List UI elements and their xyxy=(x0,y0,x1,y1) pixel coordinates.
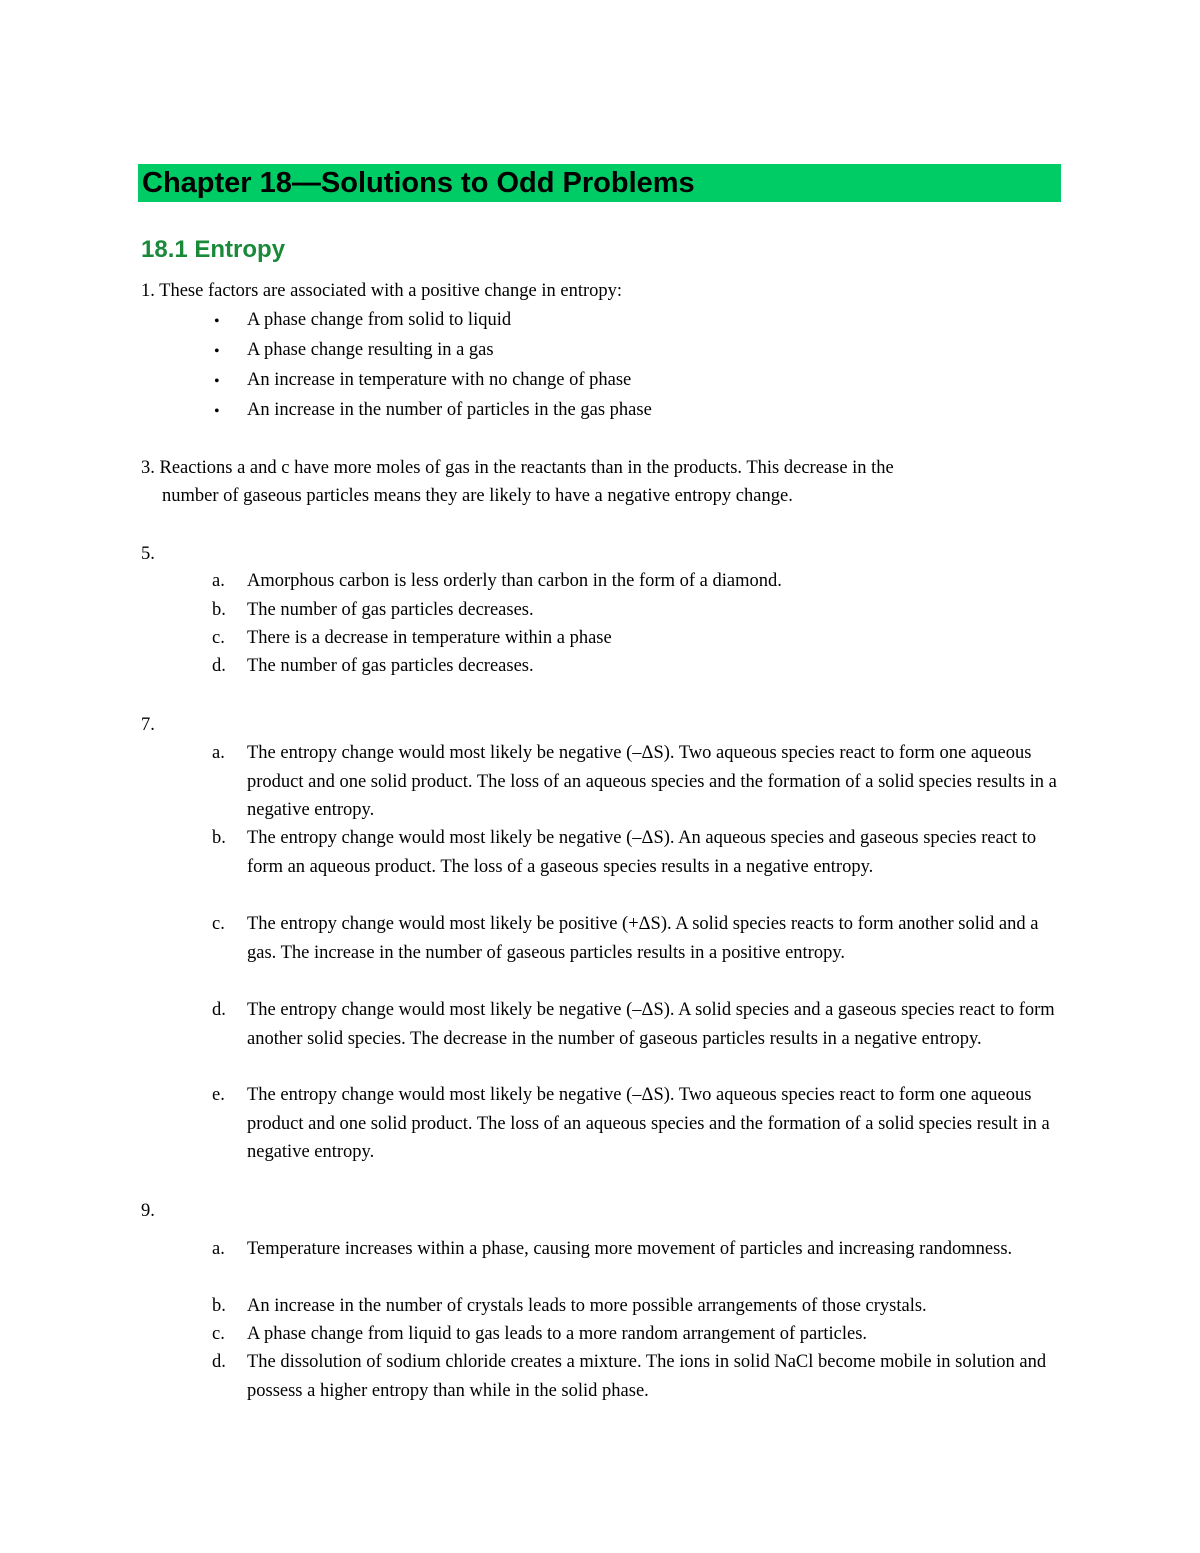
problem-7-item: The entropy change would most likely be positive (+ΔS). A solid species reacts to form another solid and a gas. The increase in the number of gaseous particles results in a positive entropy. xyxy=(247,914,1039,963)
problem-9-item: A phase change from liquid to gas leads to a more random arrangement of particles. xyxy=(247,1324,868,1344)
problem-1-bullet: An increase in temperature with no change of phase xyxy=(247,370,632,390)
bullet-icon: • xyxy=(214,313,220,330)
problem-9-item: The dissolution of sodium chloride creates a mixture. The ions in solid NaCl become mobile in solution and possess a higher entropy than while in the solid phase. xyxy=(247,1352,1047,1401)
item-letter: e. xyxy=(212,1085,225,1105)
item-letter: b. xyxy=(212,1296,226,1316)
item-letter: b. xyxy=(212,828,226,848)
problem-5-item: There is a decrease in temperature within a phase xyxy=(247,628,612,648)
item-letter: b. xyxy=(212,600,226,620)
problem-7-item: The entropy change would most likely be negative (–ΔS). Two aqueous species react to form one aqueous product and one solid product. The loss of an aqueous species and the formation of a solid species results in a negative entropy. xyxy=(247,743,1057,820)
item-letter: c. xyxy=(212,914,225,934)
chapter-title: Chapter 18—Solutions to Odd Problems xyxy=(142,167,695,199)
chapter-banner xyxy=(138,164,1061,202)
problem-3-line: number of gaseous particles means they are likely to have a negative entropy change. xyxy=(162,486,793,506)
bullet-icon: • xyxy=(214,403,220,420)
problem-7-item: The entropy change would most likely be negative (–ΔS). An aqueous species and gaseous species react to form an aqueous product. The loss of a gaseous species results in a negative entropy. xyxy=(247,828,1037,877)
problem-3-line: 3. Reactions a and c have more moles of gas in the reactants than in the products. This decrease in the xyxy=(141,458,894,478)
problem-9-number: 9. xyxy=(141,1201,155,1221)
problem-1-bullet: An increase in the number of particles in the gas phase xyxy=(247,400,652,420)
item-letter: a. xyxy=(212,1239,225,1259)
problem-7-item: The entropy change would most likely be negative (–ΔS). Two aqueous species react to form one aqueous product and one solid product. The loss of an aqueous species and the formation of a solid species result in a negative entropy. xyxy=(247,1085,1050,1162)
problem-1-bullet: A phase change resulting in a gas xyxy=(247,340,494,360)
problem-1-intro: 1. These factors are associated with a positive change in entropy: xyxy=(141,281,623,301)
item-letter: c. xyxy=(212,1324,225,1344)
problem-5-item: Amorphous carbon is less orderly than carbon in the form of a diamond. xyxy=(247,571,782,591)
bullet-icon: • xyxy=(214,343,220,360)
problem-7-number: 7. xyxy=(141,715,155,735)
problem-5-item: The number of gas particles decreases. xyxy=(247,656,534,676)
section-heading: 18.1 Entropy xyxy=(141,236,286,263)
problem-5-item: The number of gas particles decreases. xyxy=(247,600,534,620)
item-letter: d. xyxy=(212,1352,226,1372)
item-letter: d. xyxy=(212,1000,226,1020)
item-letter: d. xyxy=(212,656,226,676)
problem-1-bullet: A phase change from solid to liquid xyxy=(247,310,512,330)
problem-7-item: The entropy change would most likely be negative (–ΔS). A solid species and a gaseous species react to form another solid species. The decrease in the number of gaseous particles results in a negative entropy. xyxy=(247,1000,1055,1049)
problem-9-item: Temperature increases within a phase, causing more movement of particles and increasing randomness. xyxy=(247,1239,1013,1259)
problem-9-item: An increase in the number of crystals leads to more possible arrangements of those crystals. xyxy=(247,1296,927,1316)
item-letter: a. xyxy=(212,743,225,763)
problem-5-number: 5. xyxy=(141,544,155,564)
item-letter: a. xyxy=(212,571,225,591)
item-letter: c. xyxy=(212,628,225,648)
bullet-icon: • xyxy=(214,373,220,390)
